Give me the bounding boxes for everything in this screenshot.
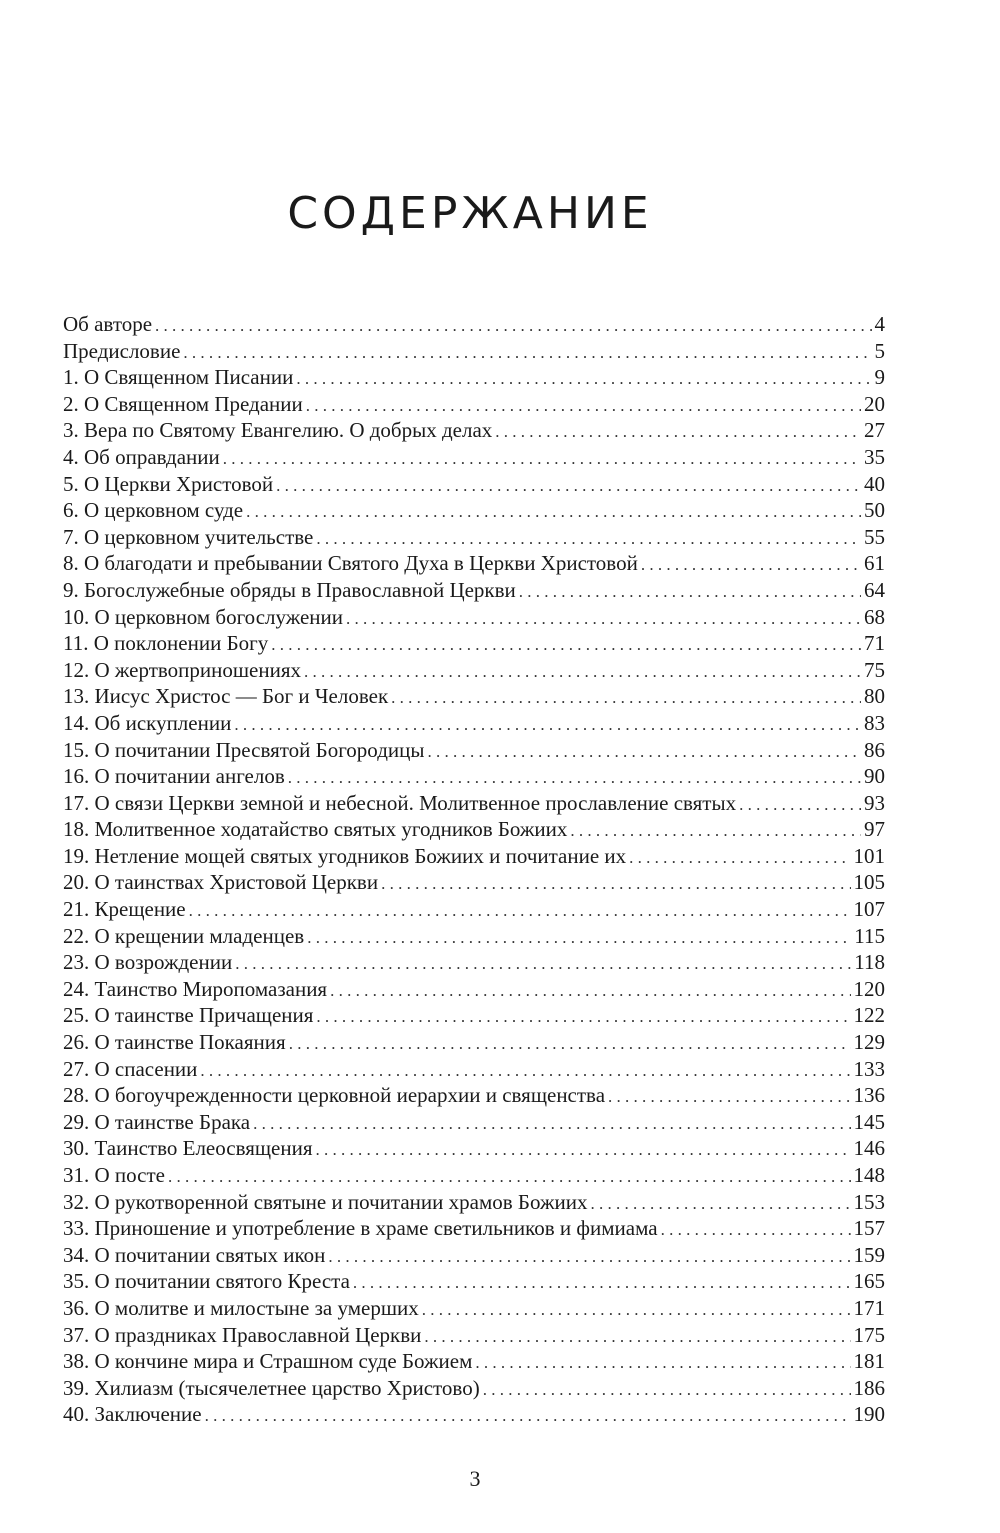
toc-entry-title: Предисловие [63,338,181,363]
toc-entry [63,763,885,790]
toc-entry [63,524,885,551]
dot-leader [235,951,851,978]
toc-entry-title: 27. О спасении [63,1056,198,1081]
dot-leader [316,1137,851,1164]
toc-entry-page: 97 [864,817,885,842]
toc-entry [63,683,885,710]
toc-entry-page: 5 [874,338,885,363]
dot-leader [234,712,861,739]
page-number: 3 [469,1466,481,1491]
toc-entry-title: 36. О молитве и милостыне за умерших [63,1295,419,1320]
toc-entry [63,444,885,471]
dot-leader [307,925,851,952]
dot-leader [306,393,861,420]
dot-leader [183,340,871,367]
toc-entry-page: 186 [853,1375,885,1400]
toc-entry-title: 16. О почитании ангелов [63,764,285,789]
toc-entry-page: 105 [853,870,885,895]
dot-leader [475,1350,850,1377]
toc-entry [63,949,885,976]
toc-entry-page: 190 [853,1402,885,1427]
toc-entry-page: 27 [864,418,885,443]
toc-entry-title: 33. Приношение и употребление в храме светильников и фимиама [63,1216,658,1241]
toc-entry [63,896,885,923]
toc-entry-title: 40. Заключение [63,1402,202,1427]
toc-entry-page: 68 [864,604,885,629]
toc-entry [63,417,885,444]
toc-entry-page: 101 [853,843,885,868]
toc-entry [63,1268,885,1295]
toc-entry-page: 175 [853,1322,885,1347]
toc-entry [63,737,885,764]
dot-leader [328,1244,850,1271]
toc-entry [63,391,885,418]
toc-entry-page: 133 [853,1056,885,1081]
toc-entry-title: 32. О рукотворенной святыне и почитании храмов Божиих [63,1189,588,1214]
toc-entry-title: 28. О богоучрежденности церковной иерархии и священства [63,1083,606,1108]
toc-entry-page: 136 [853,1083,885,1108]
toc-entry [63,976,885,1003]
toc-entry-title: 24. Таинство Миропомазания [63,976,328,1001]
dot-leader [570,818,861,845]
dot-leader [304,659,861,686]
toc-entry-page: 71 [864,631,885,656]
toc-entry-title: 3. Вера по Святому Евангелию. О добрых делах [63,418,493,443]
toc-entry-page: 159 [853,1242,885,1267]
toc-entry-page: 171 [853,1295,885,1320]
toc-entry-title: 15. О почитании Пресвятой Богородицы [63,737,425,762]
toc-entry-title: 4. Об оправдании [63,444,220,469]
toc-entry [63,790,885,817]
toc-entry [63,311,885,338]
toc-entry-title: 19. Нетление мощей святых угодников Божиих и почитание их [63,843,627,868]
toc-entry [63,869,885,896]
toc-entry-page: 120 [853,976,885,1001]
dot-leader [483,1377,851,1404]
toc-entry-title: 11. О поклонении Богу [63,631,269,656]
toc-entry-page: 40 [864,471,885,496]
toc-entry [63,1348,885,1375]
toc-entry-page: 145 [853,1109,885,1134]
toc-entry-title: 23. О возрождении [63,950,233,975]
dot-leader [495,419,861,446]
toc-entry-title: 7. О церковном учительстве [63,524,314,549]
dot-leader [316,1004,850,1031]
toc-entry-page: 50 [864,498,885,523]
toc-entry-title: 6. О церковном суде [63,498,244,523]
toc-entry [63,577,885,604]
toc-entry-title: 20. О таинствах Христовой Церкви [63,870,379,895]
toc-entry [63,1109,885,1136]
dot-leader [346,606,861,633]
dot-leader [168,1164,851,1191]
toc-entry-page: 80 [864,684,885,709]
page-title: СОДЕРЖАНИЕ [287,188,653,239]
dot-leader [155,313,871,340]
dot-leader [381,871,850,898]
dot-leader [316,526,861,553]
dot-leader [200,1058,850,1085]
toc-entry-title: 25. О таинстве Причащения [63,1003,314,1028]
toc-entry-title: 17. О связи Церкви земной и небесной. Молитвенное прославление святых [63,790,737,815]
toc-entry-page: 4 [874,312,885,336]
dot-leader [353,1270,851,1297]
dot-leader [422,1297,851,1324]
toc-entry [63,843,885,870]
toc-entry-title: 18. Молитвенное ходатайство святых угодников Божиих [63,817,568,842]
dot-leader [739,792,861,819]
toc-entry-page: 90 [864,764,885,789]
toc-entry-page: 181 [853,1349,885,1374]
dot-leader [205,1403,851,1430]
dot-leader [590,1191,850,1218]
toc-entry-page: 75 [864,657,885,682]
toc-entry-title: 12. О жертвоприношениях [63,657,301,682]
toc-entry-title: 13. Иисус Христос — Бог и Человек [63,684,389,709]
toc-entry-page: 35 [864,444,885,469]
dot-leader [391,685,861,712]
toc-entry-title: 1. О Священном Писании [63,365,294,390]
toc-entry-page: 86 [864,737,885,762]
toc-entry [63,657,885,684]
toc-entry-page: 64 [864,577,885,602]
toc-entry-page: 148 [853,1163,885,1187]
dot-leader [424,1324,850,1351]
toc-entry-title: 2. О Священном Предании [63,391,303,416]
toc-entry-title: 22. О крещении младенцев [63,923,305,948]
toc-entry-page: 20 [864,391,885,416]
toc-entry-page: 165 [853,1269,885,1294]
toc-entry-title: 37. О праздниках Православной Церкви [63,1322,422,1347]
toc-entry-page: 9 [874,365,885,390]
toc-entry [63,471,885,498]
toc-entry-page: 146 [853,1136,885,1161]
toc-entry-title: 35. О почитании святого Креста [63,1269,350,1294]
toc-entry-title: 9. Богослужебные обряды в Православной Церкви [63,577,516,602]
toc-entry [63,1002,885,1029]
toc-entry [63,1242,885,1269]
toc-entry [63,1082,885,1109]
dot-leader [276,473,861,500]
toc-entry-title: 31. О посте [63,1163,165,1187]
toc-entry-page: 122 [853,1003,885,1028]
toc-entry-page: 93 [864,790,885,815]
toc-entry-title: 5. О Церкви Христовой [63,471,274,496]
toc-entry [63,1029,885,1056]
dot-leader [608,1084,850,1111]
toc-entry-title: Об авторе [63,312,153,336]
toc-entry-page: 61 [864,551,885,576]
toc-entry [63,1135,885,1162]
toc-entry [63,1322,885,1349]
toc-entry [63,1401,885,1428]
toc-entry-title: 34. О почитании святых икон [63,1242,326,1267]
toc-entry [63,550,885,577]
toc-entry-page: 115 [854,923,885,948]
toc-entry-page: 157 [853,1216,885,1241]
dot-leader [288,765,861,792]
toc-entry [63,816,885,843]
toc-entry [63,338,885,365]
toc-entry [63,1215,885,1242]
toc-entry-title: 26. О таинстве Покаяния [63,1030,286,1055]
dot-leader [253,1111,850,1138]
dot-leader [661,1217,851,1244]
dot-leader [271,632,861,659]
dot-leader [189,898,851,925]
dot-leader [246,499,861,526]
toc-entry [63,630,885,657]
dot-leader [641,552,861,579]
dot-leader [519,579,861,606]
toc-entry [63,1295,885,1322]
toc-entry-title: 39. Хилиазм (тысячелетнее царство Христово) [63,1375,480,1400]
table-of-contents [63,311,885,1428]
toc-entry [63,1375,885,1402]
toc-entry-title: 10. О церковном богослужении [63,604,343,629]
dot-leader [427,739,861,766]
toc-entry-page: 153 [853,1189,885,1214]
dot-leader [330,978,850,1005]
toc-entry [63,604,885,631]
toc-entry [63,497,885,524]
toc-entry-title: 29. О таинстве Брака [63,1109,251,1134]
toc-entry-title: 38. О кончине мира и Страшном суде Божием [63,1349,473,1374]
toc-entry-page: 118 [854,950,885,975]
toc-entry [63,1162,885,1189]
toc-entry [63,923,885,950]
dot-leader [629,845,850,872]
dot-leader [289,1031,851,1058]
toc-entry-page: 83 [864,710,885,735]
toc-entry-page: 107 [853,897,885,922]
toc-entry-page: 55 [864,524,885,549]
toc-entry-title: 21. Крещение [63,897,186,922]
toc-entry [63,1056,885,1083]
toc-entry-page: 129 [853,1030,885,1055]
toc-entry [63,1189,885,1216]
toc-entry-title: 14. Об искуплении [63,710,232,735]
dot-leader [223,446,861,473]
toc-entry [63,364,885,391]
dot-leader [296,366,871,393]
toc-entry-title: 30. Таинство Елеосвящения [63,1136,313,1161]
toc-entry [63,710,885,737]
toc-entry-title: 8. О благодати и пребывании Святого Духа в Церкви Христовой [63,551,638,576]
